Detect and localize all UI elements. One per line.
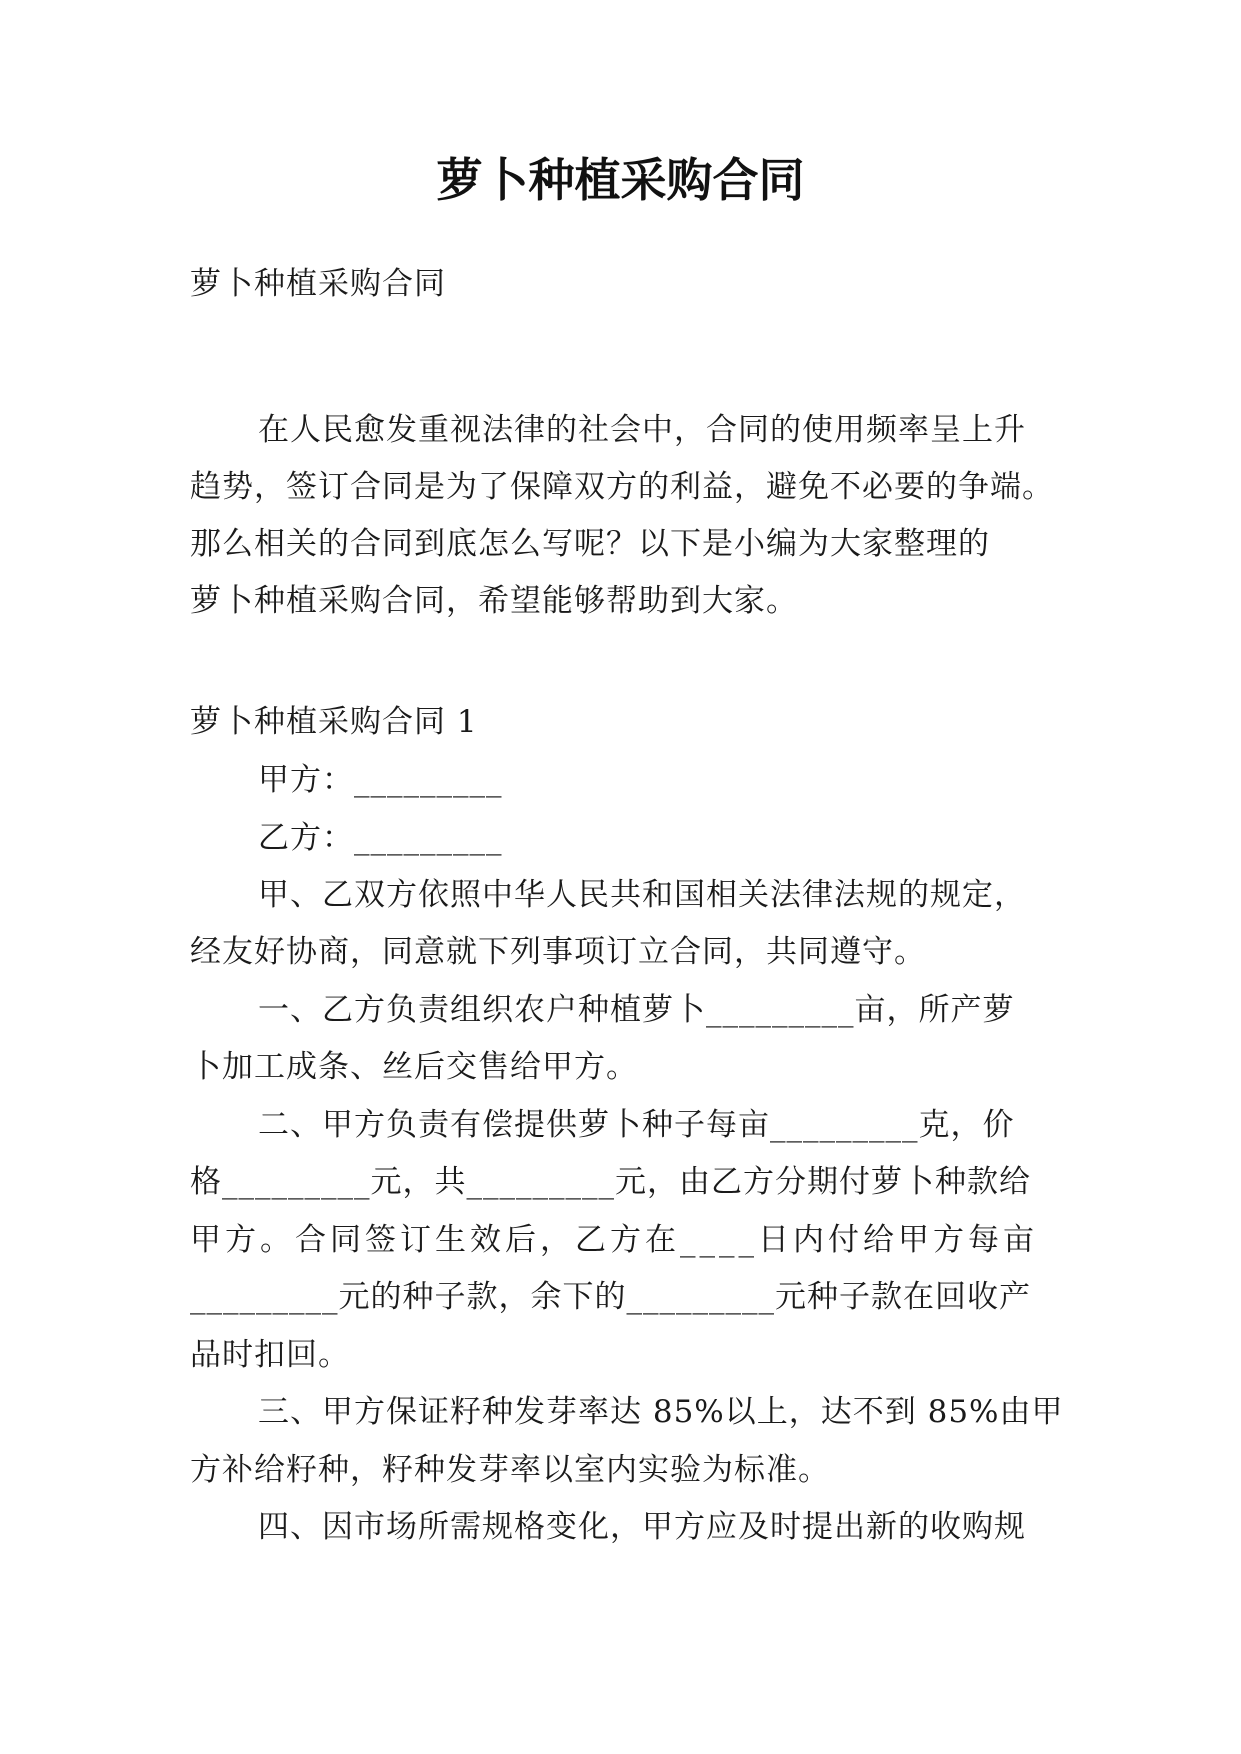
clause-line: 品时扣回。 — [190, 1337, 350, 1373]
clause-line: 三、甲方保证籽种发芽率达 85%以上，达不到 85%由甲 — [258, 1394, 1064, 1430]
clause-line: 经友好协商，同意就下列事项订立合同，共同遵守。 — [190, 934, 926, 970]
intro-line: 趋势，签订合同是为了保障双方的利益，避免不必要的争端。 — [190, 469, 1054, 505]
clause-line: 甲、乙双方依照中华人民共和国相关法律法规的规定， — [258, 877, 1026, 913]
clause-line: 格_________元，共_________元，由乙方分期付萝卜种款给 — [190, 1164, 1031, 1200]
party-a-line: 甲方：_________ — [258, 762, 503, 798]
document-subtitle: 萝卜种植采购合同 — [190, 266, 446, 302]
clause-line: 卜加工成条、丝后交售给甲方。 — [190, 1049, 638, 1085]
clause-line: 二、甲方负责有偿提供萝卜种子每亩_________克，价 — [258, 1107, 1015, 1143]
clause-line: _________元的种子款，余下的_________元种子款在回收产 — [190, 1279, 1031, 1315]
section-heading: 萝卜种植采购合同 1 — [190, 704, 478, 740]
clause-line: 一、乙方负责组织农户种植萝卜_________亩，所产萝 — [258, 992, 1015, 1028]
document-title: 萝卜种植采购合同 — [436, 153, 805, 207]
clause-line: 甲方。合同签订生效后，乙方在____日内付给甲方每亩 — [190, 1222, 1038, 1258]
intro-line: 萝卜种植采购合同，希望能够帮助到大家。 — [190, 583, 798, 619]
intro-line: 那么相关的合同到底怎么写呢？以下是小编为大家整理的 — [190, 526, 990, 562]
intro-line: 在人民愈发重视法律的社会中，合同的使用频率呈上升 — [258, 412, 1026, 448]
clause-line: 方补给籽种，籽种发芽率以室内实验为标准。 — [190, 1452, 830, 1488]
clause-line: 四、因市场所需规格变化，甲方应及时提出新的收购规 — [258, 1509, 1026, 1545]
party-b-line: 乙方：_________ — [258, 820, 503, 856]
